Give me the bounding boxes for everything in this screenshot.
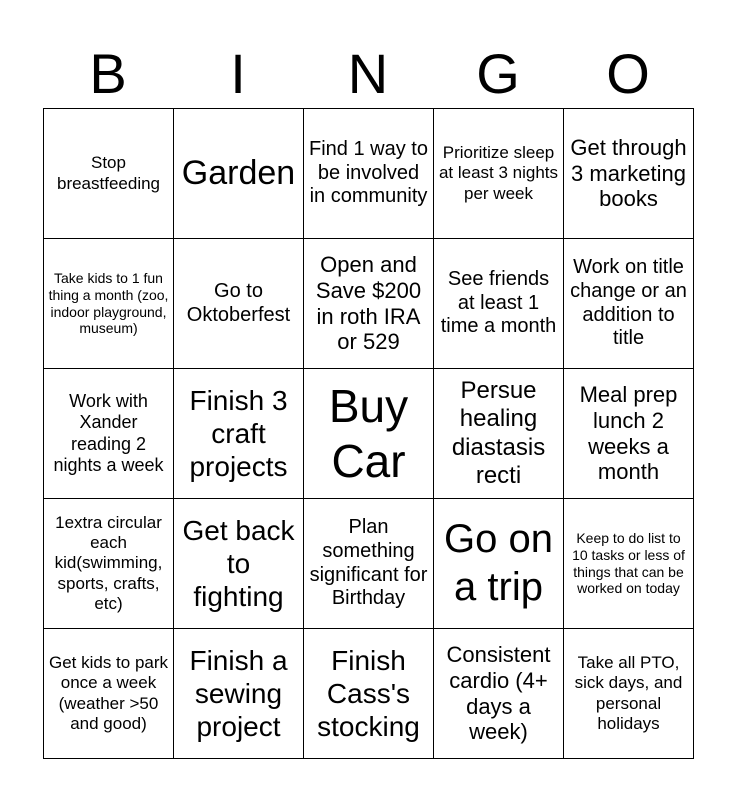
bingo-header bbox=[43, 40, 693, 108]
bingo-cell[interactable]: Persue healing diastasis recti bbox=[434, 369, 564, 499]
bingo-cell[interactable]: Find 1 way to be involved in community bbox=[304, 109, 434, 239]
header-letter-o: O bbox=[606, 42, 650, 105]
bingo-cell[interactable]: Prioritize sleep at least 3 nights per week bbox=[434, 109, 564, 239]
bingo-cell[interactable]: Open and Save $200 in roth IRA or 529 bbox=[304, 239, 434, 369]
bingo-row bbox=[44, 369, 694, 499]
bingo-cell[interactable]: Work on title change or an addition to title bbox=[564, 239, 694, 369]
bingo-row bbox=[44, 239, 694, 369]
bingo-cell[interactable]: Get kids to park once a week (weather >50 and good) bbox=[44, 629, 174, 759]
bingo-cell[interactable]: Finish a sewing project bbox=[174, 629, 304, 759]
bingo-cell[interactable]: Get back to fighting bbox=[174, 499, 304, 629]
bingo-cell[interactable]: Garden bbox=[174, 109, 304, 239]
bingo-cell[interactable]: See friends at least 1 time a month bbox=[434, 239, 564, 369]
bingo-cell[interactable]: Finish 3 craft projects bbox=[174, 369, 304, 499]
bingo-card-grid bbox=[43, 108, 694, 759]
bingo-row bbox=[44, 499, 694, 629]
bingo-cell[interactable]: Plan something significant for Birthday bbox=[304, 499, 434, 629]
header-letter-g: G bbox=[476, 42, 520, 105]
bingo-cell[interactable]: Get through 3 marketing books bbox=[564, 109, 694, 239]
header-letter-i: I bbox=[230, 42, 246, 105]
bingo-cell[interactable]: Go on a trip bbox=[434, 499, 564, 629]
bingo-cell[interactable]: Consistent cardio (4+ days a week) bbox=[434, 629, 564, 759]
bingo-cell[interactable]: Stop breastfeeding bbox=[44, 109, 174, 239]
bingo-row bbox=[44, 109, 694, 239]
header-letter-n: N bbox=[347, 42, 389, 105]
header-letter-b: B bbox=[89, 42, 127, 105]
bingo-cell[interactable]: Finish Cass's stocking bbox=[304, 629, 434, 759]
bingo-cell[interactable]: Take all PTO, sick days, and personal holidays bbox=[564, 629, 694, 759]
bingo-cell[interactable]: Work with Xander reading 2 nights a week bbox=[44, 369, 174, 499]
bingo-row bbox=[44, 629, 694, 759]
bingo-cell[interactable]: Take kids to 1 fun thing a month (zoo, indoor playground, museum) bbox=[44, 239, 174, 369]
bingo-cell[interactable]: Go to Oktoberfest bbox=[174, 239, 304, 369]
bingo-cell[interactable]: Meal prep lunch 2 weeks a month bbox=[564, 369, 694, 499]
bingo-cell[interactable]: Keep to do list to 10 tasks or less of things that can be worked on today bbox=[564, 499, 694, 629]
bingo-cell[interactable]: 1extra circular each kid(swimming, sports, crafts, etc) bbox=[44, 499, 174, 629]
bingo-cell[interactable]: Buy Car bbox=[304, 369, 434, 499]
